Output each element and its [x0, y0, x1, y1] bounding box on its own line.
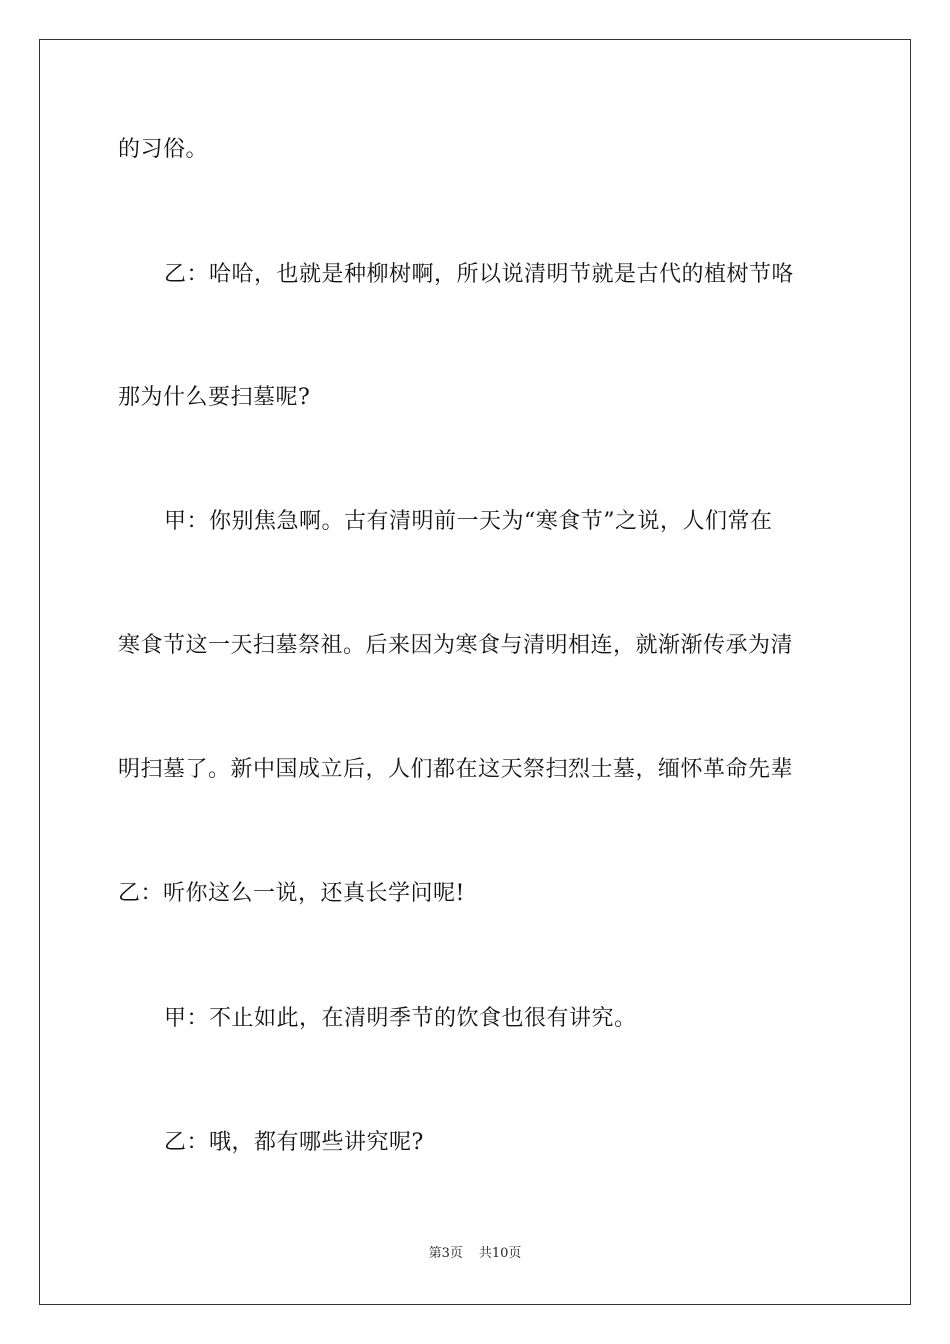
text-line-6: 明扫墓了。新中国成立后，人们都在这天祭扫烈士墓，缅怀革命先辈 — [118, 757, 794, 782]
text-line-9: 乙：哦，都有哪些讲究呢? — [164, 1130, 424, 1155]
page-footer — [0, 1245, 950, 1263]
text-line-5: 寒食节这一天扫墓祭祖。后来因为寒食与清明相连，就渐渐传承为清 — [118, 633, 794, 658]
page-total: 共10页 — [478, 1246, 522, 1261]
page-number: 第3页 — [428, 1246, 463, 1261]
text-line-3: 那为什么要扫墓呢? — [118, 385, 311, 410]
text-line-8: 甲：不止如此，在清明季节的饮食也很有讲究。 — [164, 1006, 637, 1031]
text-line-1: 的习俗。 — [118, 137, 209, 162]
text-line-7: 乙：听你这么一说，还真长学问呢! — [118, 881, 465, 906]
page-border — [39, 39, 911, 1305]
text-line-4: 甲：你别焦急啊。古有清明前一天为“寒食节”之说，人们常在 — [164, 509, 773, 534]
text-line-2: 乙：哈哈，也就是种柳树啊，所以说清明节就是古代的植树节咯 — [164, 262, 795, 287]
